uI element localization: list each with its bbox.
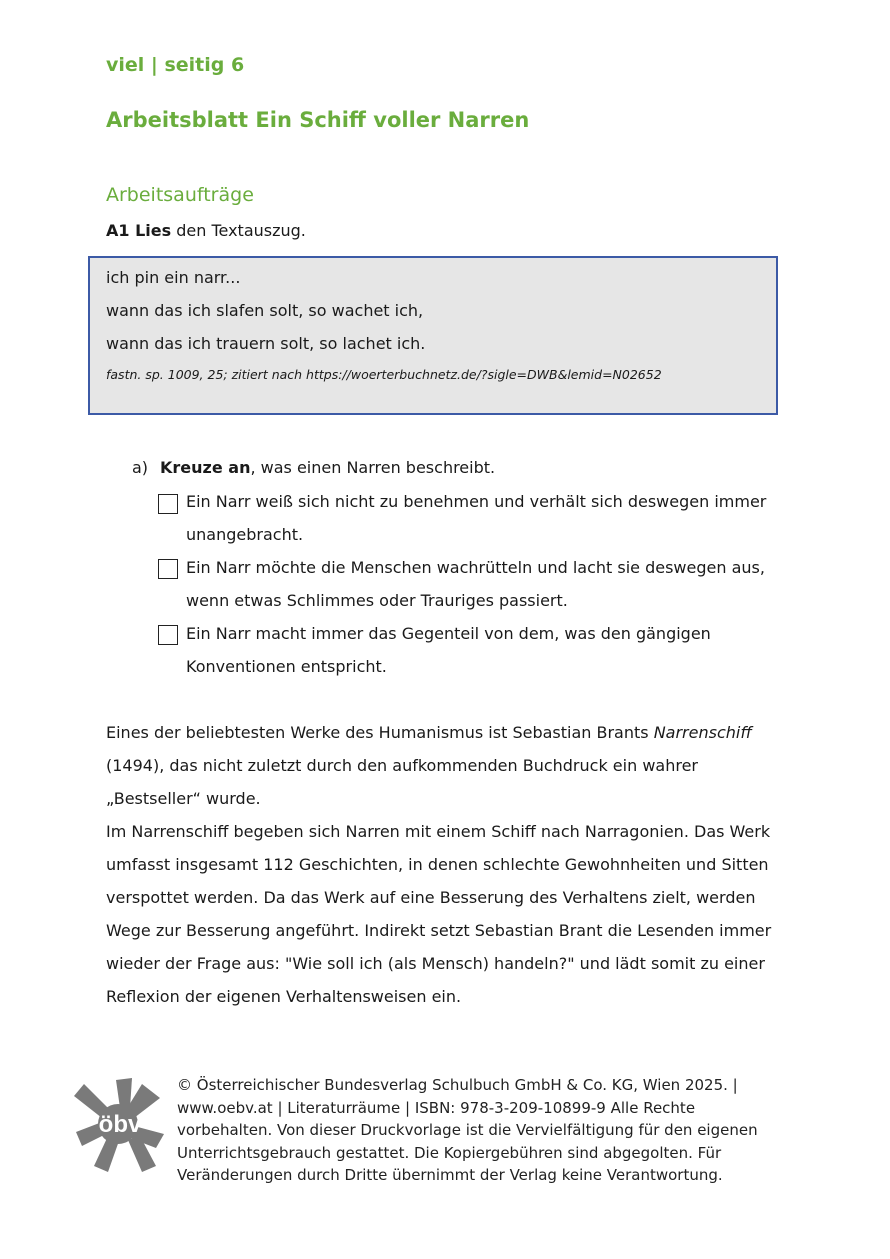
option-text: Ein Narr macht immer das Gegenteil von dem, was den gängigen Konventionen entspricht. — [186, 624, 711, 676]
option-checkbox[interactable] — [158, 625, 178, 645]
paragraph-1: Eines der beliebtesten Werke des Humanismus ist Sebastian Brants Narrenschiff (1494), das nicht zuletzt durch den aufkommenden Buchdruck ein wahrer „Bestseller“ wurde. — [106, 723, 752, 808]
quote-source: fastn. sp. 1009, 25; zitiert nach https://woerterbuchnetz.de/?sigle=DWB&lemid=N02652 — [106, 367, 662, 382]
work-title: Narrenschiff — [653, 723, 752, 742]
task-label: A1 Lies — [106, 221, 172, 240]
quote-box — [88, 256, 778, 415]
quote-line: wann das ich trauern solt, so lachet ich. — [106, 334, 426, 353]
section-heading: Arbeitsaufträge — [106, 184, 254, 206]
subtask-letter: a) — [132, 458, 149, 477]
brand-header: viel | seitig 6 — [106, 54, 245, 76]
subtask-rest: , was einen Narren beschreibt. — [250, 458, 496, 477]
body-paragraph — [106, 716, 796, 1013]
subtask-instruction — [132, 458, 495, 477]
paragraph-2: Im Narrenschiff begeben sich Narren mit einem Schiff nach Narragonien. Das Werk umfasst insgesamt 112 Geschichten, in denen schlechte Gewohnheiten und Sitten verspottet werden. Da das Werk auf eine Besserung des Verhaltens zielt, werden Wege zur Besserung angeführt. Indirekt setzt Sebastian Brant die Lesenden immer wieder der Frage aus: "Wie soll ich (als Mensch) handeln?" und lädt somit zu einer Reflexion der eigenen Verhaltensweisen ein. — [106, 822, 772, 1006]
task-instruction — [106, 221, 306, 240]
option-checkbox[interactable] — [158, 494, 178, 514]
option-text: Ein Narr weiß sich nicht zu benehmen und verhält sich deswegen immer unangebracht. — [186, 492, 767, 544]
quote-line: wann das ich slafen solt, so wachet ich, — [106, 301, 424, 320]
quote-line: ich pin ein narr... — [106, 268, 241, 287]
option-checkbox[interactable] — [158, 559, 178, 579]
logo-text: öbv — [98, 1111, 142, 1138]
subtask-bold: Kreuze an — [160, 458, 251, 477]
option-text: Ein Narr möchte die Menschen wachrütteln und lacht sie deswegen aus, wenn etwas Schlimmes oder Trauriges passiert. — [186, 558, 765, 610]
task-text: den Textauszug. — [171, 221, 306, 240]
oebv-logo — [72, 1074, 168, 1174]
copyright-footer: © Österreichischer Bundesverlag Schulbuch GmbH & Co. KG, Wien 2025. | www.oebv.at | Literaturräume | ISBN: 978-3-209-10899-9 Alle Rechte vorbehalten. Von dieser Druckvorlage ist die Vervielfältigung für den eigenen Unterrichtsgebrauch gestattet. Die Kopiergebühren sind abgegolten. Für Veränderungen durch Dritte übernimmt der Verlag keine Verantwortung. — [177, 1076, 758, 1184]
page-title: Arbeitsblatt Ein Schiff voller Narren — [106, 108, 530, 132]
